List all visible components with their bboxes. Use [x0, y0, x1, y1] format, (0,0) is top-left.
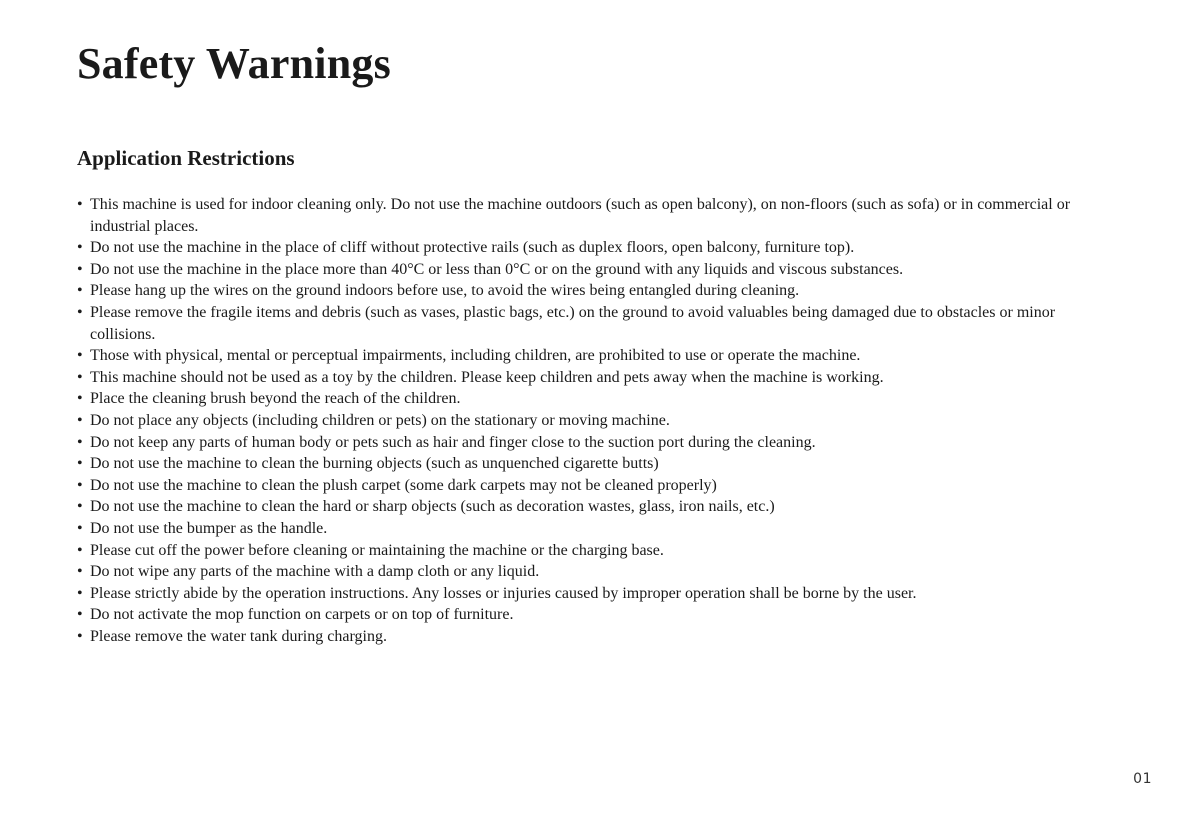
bullet-icon: •: [77, 282, 83, 300]
list-item-text: Do not wipe any parts of the machine with a damp cloth or any liquid.: [90, 563, 540, 581]
list-item: [77, 453, 1117, 475]
bullet-icon: •: [77, 519, 83, 537]
list-item-text: Please strictly abide by the operation instructions. Any losses or injuries caused by improper operation shall be borne by the user.: [90, 584, 917, 602]
bullet-icon: •: [77, 303, 83, 321]
list-item: [77, 410, 1117, 432]
list-item: [77, 259, 1117, 281]
list-item: [77, 561, 1117, 583]
list-item-text: This machine should not be used as a toy by the children. Please keep children and pets away when the machine is working.: [90, 368, 884, 386]
list-item-text: Please remove the fragile items and debris (such as vases, plastic bags, etc.) on the ground to avoid valuables being damaged due to obstacles or minor collisions.: [90, 303, 1056, 343]
list-item: [77, 345, 1117, 367]
bullet-icon: •: [77, 433, 83, 451]
list-item-text: Do not use the machine to clean the hard or sharp objects (such as decoration wastes, glass, iron nails, etc.): [90, 498, 775, 516]
list-item: [77, 302, 1117, 345]
list-item: [77, 583, 1117, 605]
page-title: Safety Warnings: [77, 39, 391, 88]
list-item-text: Do not use the machine in the place of cliff without protective rails (such as duplex floors, open balcony, furniture top).: [90, 239, 855, 257]
list-item-text: Do not use the machine to clean the plush carpet (some dark carpets may not be cleaned properly): [90, 476, 717, 494]
bullet-icon: •: [77, 476, 83, 494]
list-item: [77, 496, 1117, 518]
list-item-text: Those with physical, mental or perceptual impairments, including children, are prohibited to use or operate the machine.: [90, 347, 861, 365]
bullet-icon: •: [77, 627, 83, 645]
list-item-text: Please remove the water tank during charging.: [90, 627, 387, 645]
list-item-text: Do not use the machine in the place more than 40°C or less than 0°C or on the ground with any liquids and viscous substances.: [90, 260, 904, 278]
list-item-text: Do not keep any parts of human body or pets such as hair and finger close to the suction port during the cleaning.: [90, 433, 816, 451]
page-number: 01: [1133, 771, 1152, 787]
bullet-icon: •: [77, 498, 83, 516]
list-item: [77, 475, 1117, 497]
list-item-text: This machine is used for indoor cleaning only. Do not use the machine outdoors (such as open balcony), on non-floors (such as sofa) or in commercial or industrial places.: [90, 196, 1071, 235]
list-item: [77, 540, 1117, 562]
list-item: [77, 237, 1117, 259]
bullet-icon: •: [77, 606, 83, 624]
list-item-text: Do not use the bumper as the handle.: [90, 519, 328, 537]
bullet-icon: •: [77, 541, 83, 559]
section-heading: Application Restrictions: [77, 146, 295, 170]
bullet-icon: •: [77, 411, 83, 429]
bullet-icon: •: [77, 260, 83, 278]
bullet-icon: •: [77, 239, 83, 257]
list-item: [77, 367, 1117, 389]
list-item-text: Do not activate the mop function on carpets or on top of furniture.: [90, 606, 514, 624]
list-item: [77, 604, 1117, 626]
list-item-text: Please hang up the wires on the ground indoors before use, to avoid the wires being entangled during cleaning.: [90, 282, 800, 300]
bullet-icon: •: [77, 563, 83, 581]
list-item-text: Please cut off the power before cleaning or maintaining the machine or the charging base.: [90, 541, 664, 559]
list-item-text: Do not place any objects (including children or pets) on the stationary or moving machine.: [90, 411, 670, 429]
bullet-icon: •: [77, 455, 83, 473]
bullet-icon: •: [77, 584, 83, 602]
list-item: [77, 194, 1117, 237]
list-item: [77, 280, 1117, 302]
warnings-list: [77, 194, 1117, 647]
list-item: [77, 388, 1117, 410]
bullet-icon: •: [77, 347, 83, 365]
bullet-icon: •: [77, 390, 83, 408]
bullet-icon: •: [77, 196, 83, 213]
list-item-text: Place the cleaning brush beyond the reach of the children.: [90, 390, 461, 408]
list-item: [77, 518, 1117, 540]
list-item: [77, 432, 1117, 454]
list-item: [77, 626, 1117, 648]
list-item-text: Do not use the machine to clean the burning objects (such as unquenched cigarette butts): [90, 455, 659, 473]
bullet-icon: •: [77, 368, 83, 386]
